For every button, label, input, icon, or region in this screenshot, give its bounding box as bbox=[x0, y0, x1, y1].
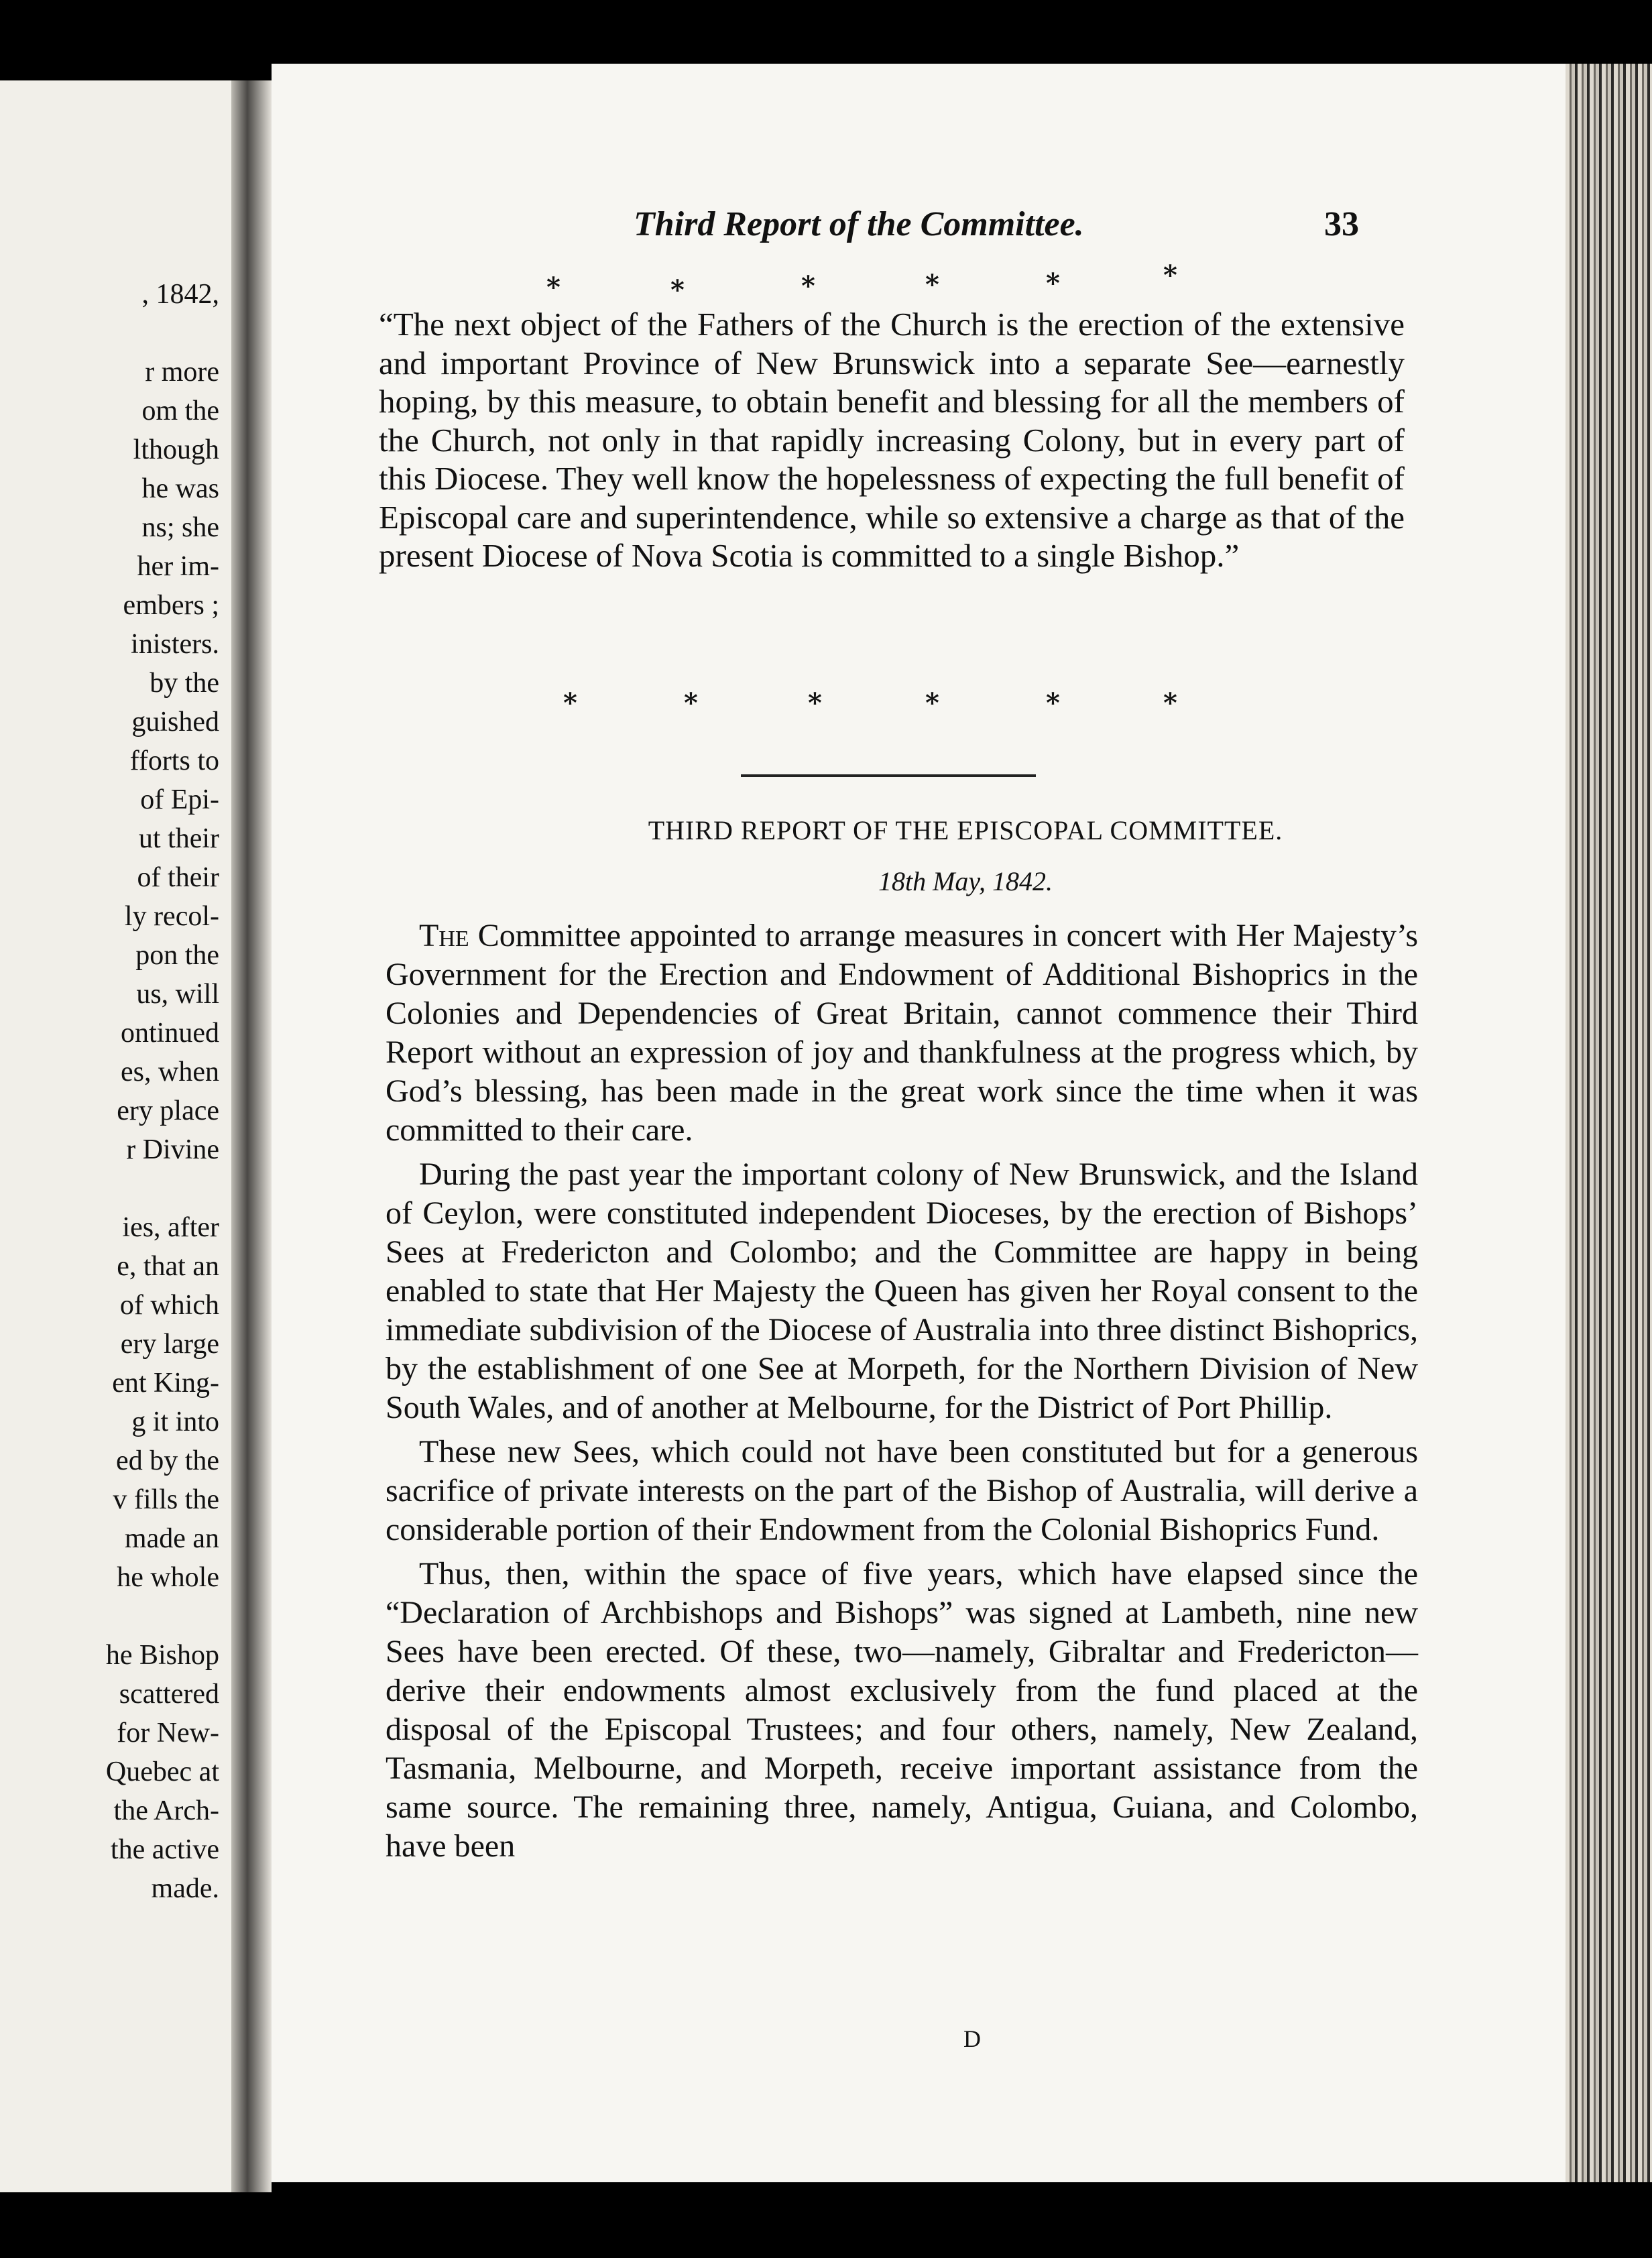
previous-page-line: , 1842, bbox=[141, 279, 219, 310]
star: * bbox=[808, 687, 822, 719]
report-body bbox=[386, 916, 1418, 1871]
previous-page-line: ery large bbox=[120, 1329, 219, 1360]
previous-page-line: he whole bbox=[117, 1562, 219, 1593]
previous-page-line: her im- bbox=[137, 551, 219, 582]
previous-page-line: om the bbox=[141, 396, 219, 426]
previous-page-line: the Arch- bbox=[113, 1795, 219, 1826]
previous-page-line: g it into bbox=[131, 1407, 219, 1437]
star: * bbox=[801, 270, 815, 302]
previous-page-line bbox=[106, 1169, 219, 1208]
previous-page-line: he Bishop bbox=[105, 1640, 219, 1671]
previous-page-line: the active bbox=[110, 1834, 219, 1865]
previous-page-line: embers ; bbox=[123, 590, 219, 621]
section-date-text: 18th May, 1842. bbox=[878, 866, 1053, 896]
book-gutter bbox=[231, 80, 272, 2192]
paragraph-1-text: Committee appointed to arrange measures in concert with Her Majesty’s Government for the Erection and Endowment of Additional Bishoprics in the Colonies and Dependencies of Great Britain, cannot commence their Third Report without an expression of joy and thankfulness at the progress which, by God’s blessing, has been made in the great work since the time when it was committed to their care. bbox=[386, 918, 1418, 1148]
previous-page-line: r Divine bbox=[126, 1134, 219, 1165]
previous-page-line: of Epi- bbox=[140, 784, 219, 815]
previous-page-line: es, when bbox=[121, 1057, 219, 1087]
previous-page-line: lthough bbox=[133, 434, 219, 465]
previous-page-line bbox=[106, 314, 219, 353]
paragraph-1 bbox=[386, 916, 1418, 1150]
paragraph-2: During the past year the important colony of New Brunswick, and the Island of Ceylon, were constituted independent Dioceses, by the erection of Bishops’ Sees at Fredericton and Colombo; and the Committee are happy in being enabled to state that Her Majesty the Queen has given her Royal consent to the immediate subdivision of the Diocese of Australia into three distinct Bishoprics, by the establishment of one See at Morpeth, for the Northern Division of New South Wales, and of another at Melbourne, for the District of Port Phillip. bbox=[386, 1156, 1418, 1425]
previous-page-line: guished bbox=[131, 707, 219, 737]
previous-page-text bbox=[106, 275, 219, 1908]
previous-page-line: inisters. bbox=[131, 629, 219, 660]
section-divider bbox=[741, 774, 1036, 777]
star: * bbox=[1163, 687, 1177, 719]
book-page-edges bbox=[1566, 64, 1652, 2182]
previous-page-line: made an bbox=[124, 1523, 219, 1554]
paragraph-3: These new Sees, which could not have been constituted but for a generous sacrifice of private interests on the part of the Bishop of Australia, will derive a considerable portion of their Endowment from the Colonial Bishoprics Fund. bbox=[386, 1434, 1418, 1547]
previous-page-line: ly recol- bbox=[124, 901, 219, 932]
current-page bbox=[272, 64, 1566, 2182]
previous-page-line: ontinued bbox=[121, 1018, 219, 1049]
previous-page-line: v fills the bbox=[113, 1484, 219, 1515]
previous-page-line: ut their bbox=[138, 823, 219, 854]
section-heading: THIRD REPORT OF THE EPISCOPAL COMMITTEE. bbox=[648, 815, 1283, 845]
section-date bbox=[272, 866, 1566, 897]
star: * bbox=[1046, 268, 1060, 299]
paragraph-4: Thus, then, within the space of five years, which have elapsed since the “Declaration of Archbishops and Bishops” was signed at Lambeth, nine new Sees have been erected. Of these, two—namely, Gibraltar and Fredericton—derive their endowments almost exclusively from the fund placed at the disposal of the Episcopal Trustees; and four others, namely, New Zealand, Tasmania, Melbourne, and Morpeth, receive important assistance from the same source. The remaining three, namely, Antigua, Guiana, and Colombo, have been bbox=[386, 1556, 1418, 1864]
previous-page-line: made. bbox=[151, 1873, 219, 1904]
running-title: Third Report of the Committee. bbox=[634, 205, 1084, 243]
previous-page-line: ns; she bbox=[141, 512, 219, 543]
star: * bbox=[925, 687, 939, 719]
previous-page-line: ery place bbox=[117, 1095, 219, 1126]
previous-page-line: fforts to bbox=[129, 746, 219, 776]
previous-page-line: of their bbox=[137, 862, 219, 893]
paragraph-lead-word: The bbox=[419, 918, 469, 953]
previous-page-line: scattered bbox=[119, 1679, 219, 1710]
previous-page-line: e, that an bbox=[117, 1251, 219, 1282]
previous-page-line bbox=[106, 1597, 219, 1636]
previous-page-line: pon the bbox=[135, 940, 219, 971]
page-number: 33 bbox=[1324, 205, 1359, 243]
star: * bbox=[925, 269, 939, 300]
previous-page-line: by the bbox=[150, 668, 219, 699]
previous-page-line: ies, after bbox=[122, 1212, 219, 1243]
star: * bbox=[1046, 687, 1060, 719]
previous-page-line: r more bbox=[145, 357, 219, 388]
signature-mark: D bbox=[963, 2025, 981, 2052]
star: * bbox=[546, 272, 560, 303]
previous-page-line: us, will bbox=[136, 979, 219, 1010]
previous-page-line: ent King- bbox=[112, 1368, 219, 1399]
previous-page-line: ed by the bbox=[116, 1445, 219, 1476]
star: * bbox=[670, 274, 685, 306]
star: * bbox=[684, 687, 698, 719]
quoted-passage: “The next object of the Fathers of the Church is the erection of the extensive and important Province of New Brunswick into a separate See—earnestly hoping, by this measure, to obtain benefit and blessing for all the members of the Church, not only in that rapidly increasing Colony, but in every part of this Diocese. They well know the hopelessness of expecting the full benefit of Episcopal care and superintendence, while so extensive a charge as that of the present Diocese of Nova Scotia is committed to a single Bishop.” bbox=[379, 306, 1405, 574]
star: * bbox=[563, 687, 577, 719]
previous-page bbox=[0, 80, 231, 2192]
star: * bbox=[1163, 259, 1177, 291]
previous-page-line: of which bbox=[119, 1290, 219, 1321]
previous-page-line: for New- bbox=[117, 1718, 219, 1748]
previous-page-line: he was bbox=[141, 473, 219, 504]
previous-page-line: Quebec at bbox=[105, 1757, 219, 1787]
